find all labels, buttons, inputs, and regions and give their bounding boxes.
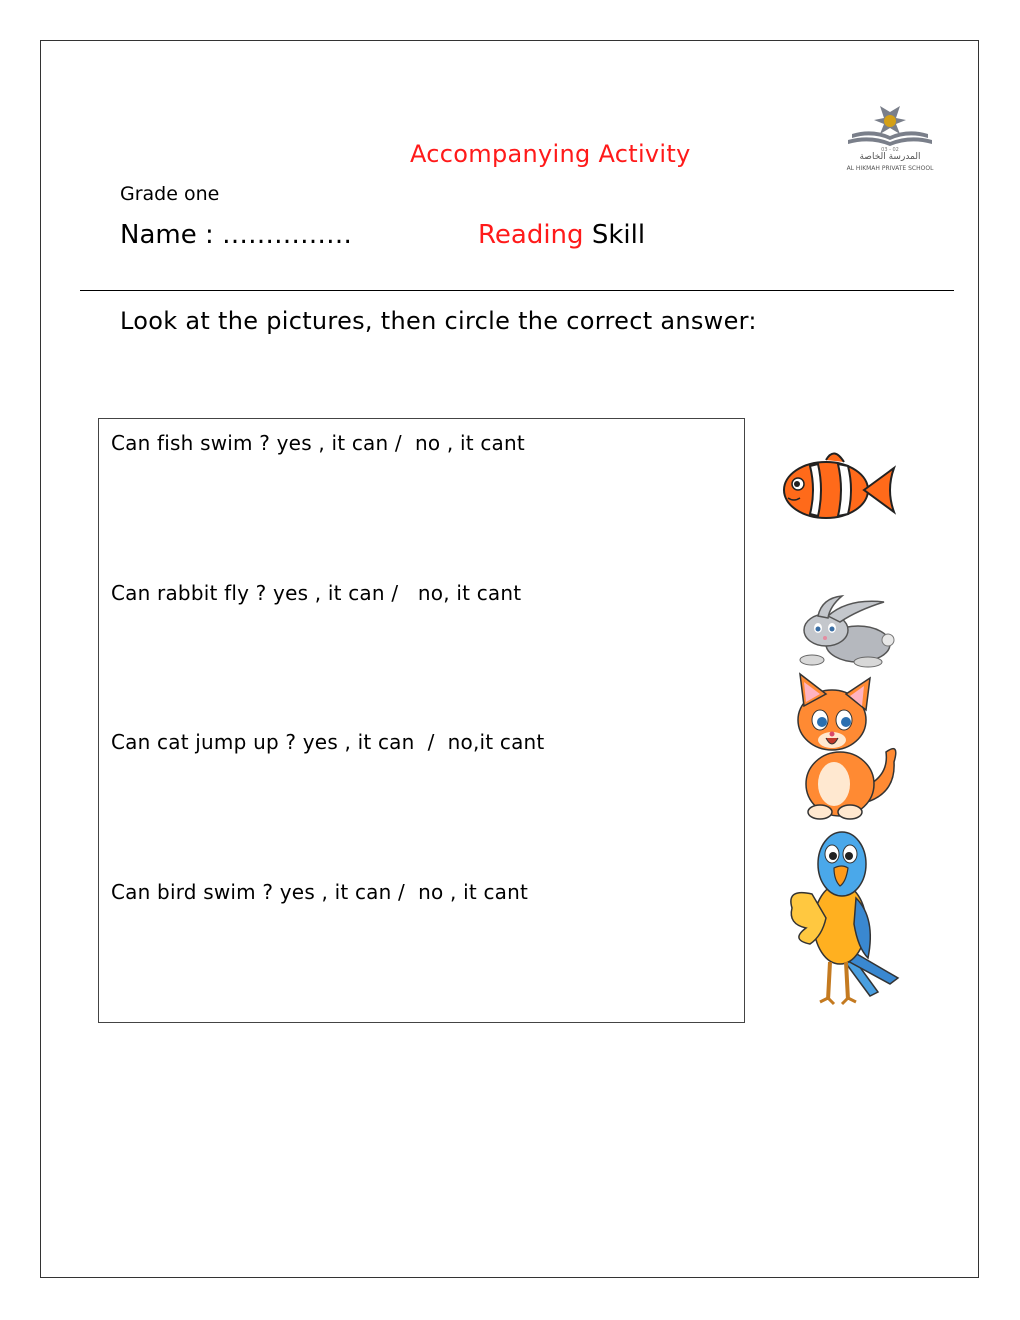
skill-heading <box>478 220 645 250</box>
grade-label: Grade one <box>120 183 220 205</box>
question-rabbit[interactable]: Can rabbit fly ? yes , it can / no, it cant <box>111 581 522 605</box>
bird-icon <box>786 828 906 1020</box>
cat-icon <box>790 672 902 824</box>
skill-word-reading: Reading <box>478 220 584 250</box>
questions-box <box>98 418 745 1023</box>
school-logo <box>822 104 958 176</box>
question-cat[interactable]: Can cat jump up ? yes , it can / no,it cant <box>111 730 545 754</box>
instruction-text: Look at the pictures, then circle the correct answer: <box>120 307 757 335</box>
logo-english-text: AL HIKMAH PRIVATE SCHOOL <box>846 165 934 172</box>
fish-icon <box>776 440 900 540</box>
logo-code-text: 03 - 02 <box>881 147 899 153</box>
logo-arabic-text: المدرسة الخاصة <box>859 152 921 162</box>
question-bird[interactable]: Can bird swim ? yes , it can / no , it cant <box>111 880 529 904</box>
question-fish[interactable]: Can fish swim ? yes , it can / no , it cant <box>111 431 525 455</box>
header-divider <box>80 290 954 291</box>
page-title: Accompanying Activity <box>410 140 691 168</box>
name-field-label: Name : …………… <box>120 220 352 250</box>
rabbit-icon <box>788 594 900 668</box>
skill-word-skill: Skill <box>591 220 646 250</box>
